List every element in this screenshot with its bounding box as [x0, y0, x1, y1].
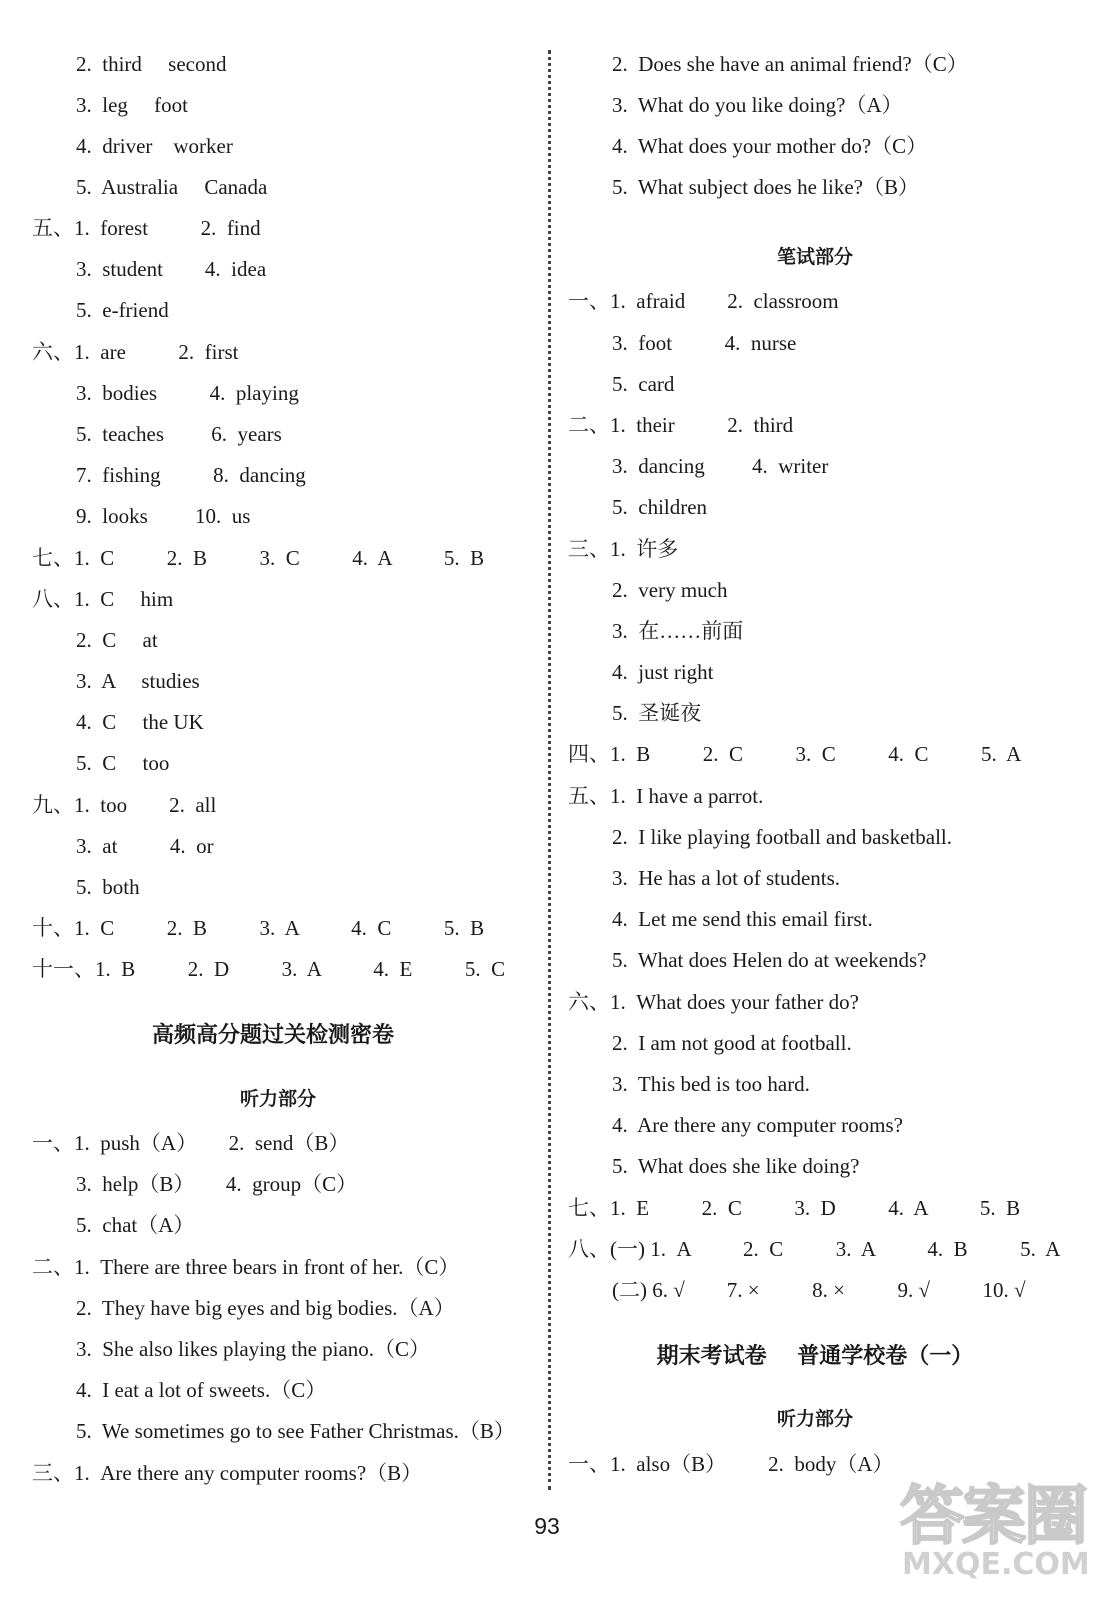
watermark-cn: 答案圈 — [900, 1480, 1086, 1554]
section-title: 期末考试卷 普通学校卷（一） — [656, 1344, 974, 1369]
answer-line: 4. Are there any computer rooms? — [612, 1113, 903, 1137]
answer-line: 2. very much — [612, 578, 728, 602]
answer-line: 七、1. C 2. B 3. C 4. A 5. B — [32, 546, 485, 570]
answer-line: 十一、1. B 2. D 3. A 4. E 5. C — [32, 957, 506, 981]
answer-line: 九、1. too 2. all — [32, 793, 217, 817]
answer-line: 3. help（B） 4. group（C） — [76, 1172, 358, 1196]
subsection-title: 笔试部分 — [776, 246, 853, 268]
watermark-en: MXQE.COM — [902, 1547, 1090, 1582]
answer-line: 一、1. push（A） 2. send（B） — [32, 1131, 350, 1155]
watermark-logo — [900, 1465, 1090, 1595]
subsection-title: 听力部分 — [776, 1408, 853, 1430]
answer-line: 9. looks 10. us — [76, 504, 251, 528]
answer-line: 三、1. 许多 — [568, 537, 679, 561]
answer-line: 3. This bed is too hard. — [612, 1072, 810, 1096]
answer-line: 5. 圣诞夜 — [612, 701, 702, 725]
answer-line: 三、1. Are there any computer rooms?（B） — [32, 1461, 423, 1485]
answer-line: 3. bodies 4. playing — [76, 381, 299, 405]
answer-line: 3. student 4. idea — [76, 257, 267, 281]
answer-line: 3. foot 4. nurse — [612, 331, 797, 355]
answer-line: 5. C too — [76, 751, 170, 775]
answer-line: 2. Does she have an animal friend?（C） — [612, 52, 968, 76]
answer-line: 5. teaches 6. years — [76, 422, 282, 446]
answer-line: 2. C at — [76, 628, 158, 652]
column-divider — [548, 50, 551, 1490]
page-number: 93 — [534, 1513, 560, 1539]
answer-line: 5. e-friend — [76, 298, 169, 322]
answer-line: 5. Australia Canada — [76, 175, 268, 199]
answer-line: 5. chat（A） — [76, 1213, 195, 1237]
subsection-title: 听力部分 — [239, 1088, 316, 1110]
answer-line: 5. What does she like doing? — [612, 1154, 860, 1178]
answer-line: 一、1. also（B） 2. body（A） — [568, 1452, 894, 1476]
answer-line: 3. dancing 4. writer — [612, 454, 829, 478]
answer-line: 5. What does Helen do at weekends? — [612, 948, 927, 972]
answer-line: 2. third second — [76, 52, 227, 76]
answer-line: 七、1. E 2. C 3. D 4. A 5. B — [568, 1196, 1021, 1220]
answer-line: 2. I am not good at football. — [612, 1031, 852, 1055]
answer-line: 4. I eat a lot of sweets.（C） — [76, 1378, 327, 1402]
answer-line: 八、(一) 1. A 2. C 3. A 4. B 5. A — [568, 1237, 1061, 1261]
answer-line: 5. both — [76, 875, 140, 899]
answer-line: 3. 在……前面 — [612, 619, 744, 643]
answer-line: 7. fishing 8. dancing — [76, 463, 306, 487]
answer-line: 3. He has a lot of students. — [612, 866, 841, 890]
answer-line: 2. They have big eyes and big bodies.（A） — [76, 1296, 455, 1320]
answer-line: 4. just right — [612, 660, 714, 684]
answer-line: 二、1. There are three bears in front of her.（C） — [32, 1255, 460, 1279]
answer-line: 5. What subject does he like?（B） — [612, 175, 919, 199]
answer-line: 一、1. afraid 2. classroom — [568, 289, 839, 313]
answer-line: 六、1. What does your father do? — [568, 990, 859, 1014]
section-title: 高频高分题过关检测密卷 — [151, 1023, 394, 1048]
answer-line: 3. A studies — [76, 669, 200, 693]
answer-line: 2. I like playing football and basketball. — [612, 825, 952, 849]
answer-line: 五、1. I have a parrot. — [568, 784, 764, 808]
answer-line: 4. driver worker — [76, 134, 233, 158]
answer-line: 5. children — [612, 495, 708, 519]
answer-line: 3. What do you like doing?（A） — [612, 93, 903, 117]
answer-line: (二) 6. √ 7. × 8. × 9. √ 10. √ — [612, 1278, 1026, 1302]
answer-line: 八、1. C him — [32, 587, 174, 611]
answer-line: 四、1. B 2. C 3. C 4. C 5. A — [568, 742, 1022, 766]
answer-line: 3. at 4. or — [76, 834, 214, 858]
answer-line: 六、1. are 2. first — [32, 340, 239, 364]
answer-line: 5. We sometimes go to see Father Christmas.（B） — [76, 1419, 515, 1443]
answer-line: 3. She also likes playing the piano.（C） — [76, 1337, 431, 1361]
answer-line: 5. card — [612, 372, 675, 396]
answer-line: 3. leg foot — [76, 93, 188, 117]
answer-line: 二、1. their 2. third — [568, 413, 794, 437]
answer-line: 五、1. forest 2. find — [32, 216, 261, 240]
answer-line: 4. C the UK — [76, 710, 204, 734]
answer-line: 十、1. C 2. B 3. A 4. C 5. B — [32, 916, 485, 940]
answer-line: 4. What does your mother do?（C） — [612, 134, 928, 158]
answer-line: 4. Let me send this email first. — [612, 907, 873, 931]
